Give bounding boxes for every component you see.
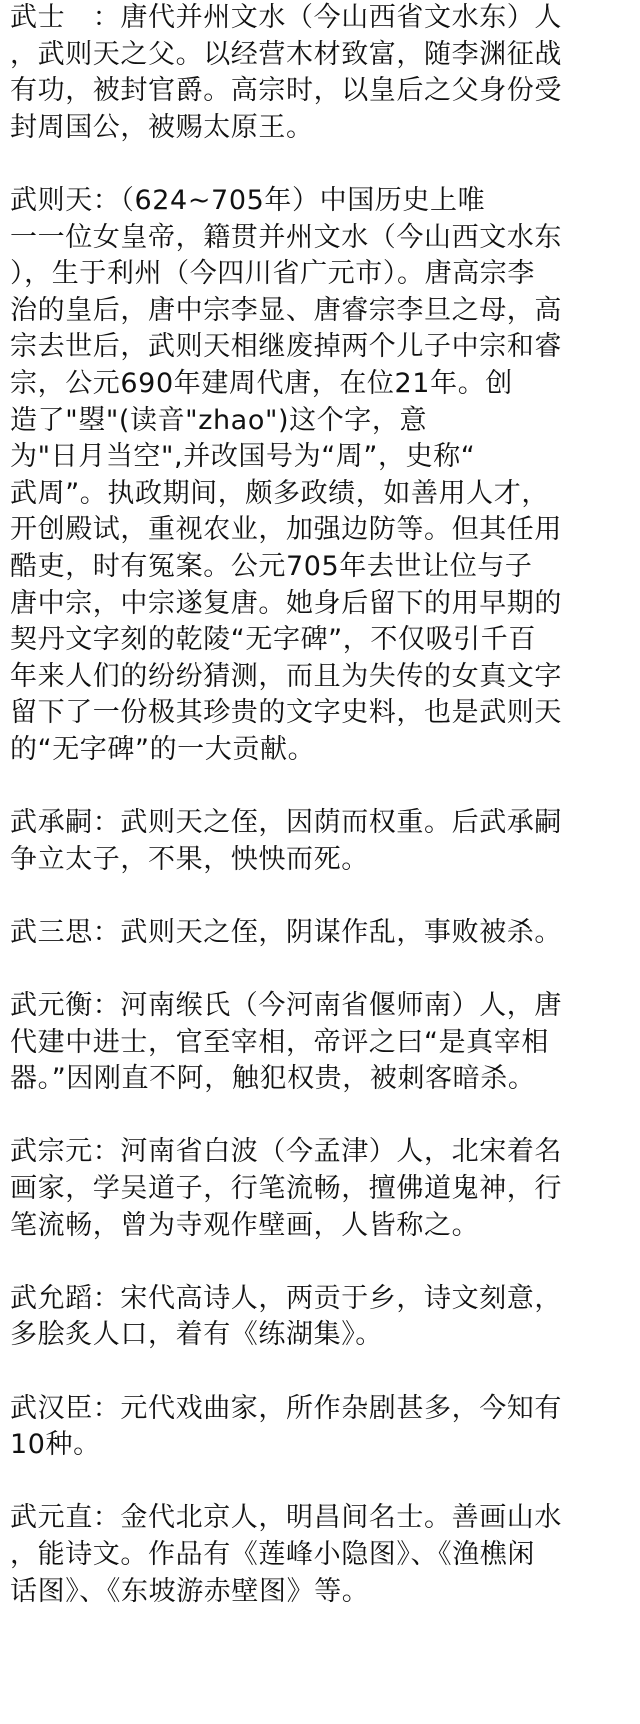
text-line: 武承嗣：武则天之侄，因荫而权重。后武承嗣 (10, 807, 562, 839)
paragraph-gap (10, 1244, 630, 1281)
text-line: 争立太子，不果，怏怏而死。 (10, 843, 369, 875)
text-line: 为"日月当空",并改国号为“周”，史称“ (10, 441, 476, 473)
text-line: 武三思：武则天之侄，阴谋作乱，事败被杀。 (10, 916, 562, 948)
paragraph-gap (10, 1464, 630, 1501)
entry-wu-sansi (10, 915, 630, 952)
text-line: 武士 ：唐代并州文水（今山西省文水东）人 (10, 2, 562, 33)
text-line: 武则天：（624~705年）中国历史上唯 (10, 184, 486, 216)
text-line: 多脍炙人口，着有《练湖集》。 (10, 1319, 383, 1351)
text-line: 10种。 (10, 1429, 101, 1461)
text-line: 武元衡：河南缑氏（今河南省偃师南）人，唐 (10, 990, 562, 1022)
text-line: 一一位女皇帝，籍贯并州文水（今山西文水东 (10, 221, 562, 253)
text-line: 开创殿试，重视农业，加强边防等。但其任用 (10, 514, 562, 546)
text-line: 武元直：金代北京人，明昌间名士。善画山水 (10, 1502, 562, 1534)
text-line: 酷吏，时有冤案。公元705年去世让位与子 (10, 550, 533, 582)
text-line: 武宗元：河南省白波（今孟津）人，北宋着名 (10, 1136, 562, 1168)
text-line: 宗，公元690年建周代唐，在位21年。创 (10, 367, 513, 399)
entry-wu-yuanzhi (10, 1500, 630, 1610)
text-line: 年来人们的纷纷猜测，而且为失传的女真文字 (10, 660, 562, 692)
text-line: ），生于利州（今四川省广元市）。唐高宗李 (10, 258, 535, 290)
text-line: 武周”。执政期间，颇多政绩，如善用人才， (10, 477, 549, 509)
text-line: 画家，学吴道子，行笔流畅，擅佛道鬼神，行 (10, 1173, 562, 1204)
paragraph-gap (10, 878, 630, 915)
entry-wu-yundao (10, 1281, 630, 1354)
text-line: 器。”因刚直不阿，触犯权贵，被刺客暗杀。 (10, 1063, 536, 1095)
text-line: ，武则天之父。以经营木材致富，随李渊征战 (10, 38, 562, 70)
text-line: 有功，被封官爵。高宗时，以皇后之父身份受 (10, 75, 562, 107)
text-line: 武汉臣：元代戏曲家，所作杂剧甚多，今知有 (10, 1392, 562, 1424)
text-line: ，能诗文。作品有《莲峰小隐图》、《渔樵闲 (10, 1538, 535, 1570)
text-line: 唐中宗，中宗遂复唐。她身后留下的用早期的 (10, 587, 562, 619)
paragraph-gap (10, 1354, 630, 1391)
entry-wu-chengsi (10, 805, 630, 878)
text-line: 笔流畅，曾为寺观作壁画，人皆称之。 (10, 1209, 480, 1241)
entry-wu-zetian (10, 183, 630, 769)
text-line: 治的皇后，唐中宗李显、唐睿宗李旦之母，高 (10, 294, 562, 326)
text-line: 代建中进士，官至宰相，帝评之曰“是真宰相 (10, 1026, 549, 1058)
text-line: 的“无字碑”的一大贡献。 (10, 733, 316, 765)
text-line: 武允蹈：宋代高诗人，两贡于乡，诗文刻意， (10, 1282, 562, 1314)
text-line: 契丹文字刻的乾陵“无字碑”，不仅吸引千百 (10, 624, 536, 656)
entry-wu-yuanheng (10, 988, 630, 1098)
entry-wu-hanchen (10, 1391, 630, 1464)
text-line: 封周国公，被赐太原王。 (10, 111, 314, 143)
entry-wu-shi (10, 0, 630, 146)
text-line: 留下了一份极其珍贵的文字史料，也是武则天 (10, 697, 562, 729)
paragraph-gap (10, 1098, 630, 1135)
paragraph-gap (10, 951, 630, 988)
paragraph-gap (10, 146, 630, 183)
text-line: 造了"曌"(读音"zhao")这个字，意 (10, 404, 428, 436)
entry-wu-zongyuan (10, 1134, 630, 1244)
text-line: 话图》、《东坡游赤壁图》等。 (10, 1575, 370, 1607)
paragraph-gap (10, 768, 630, 805)
text-line: 宗去世后，武则天相继废掉两个儿子中宗和睿 (10, 331, 562, 363)
